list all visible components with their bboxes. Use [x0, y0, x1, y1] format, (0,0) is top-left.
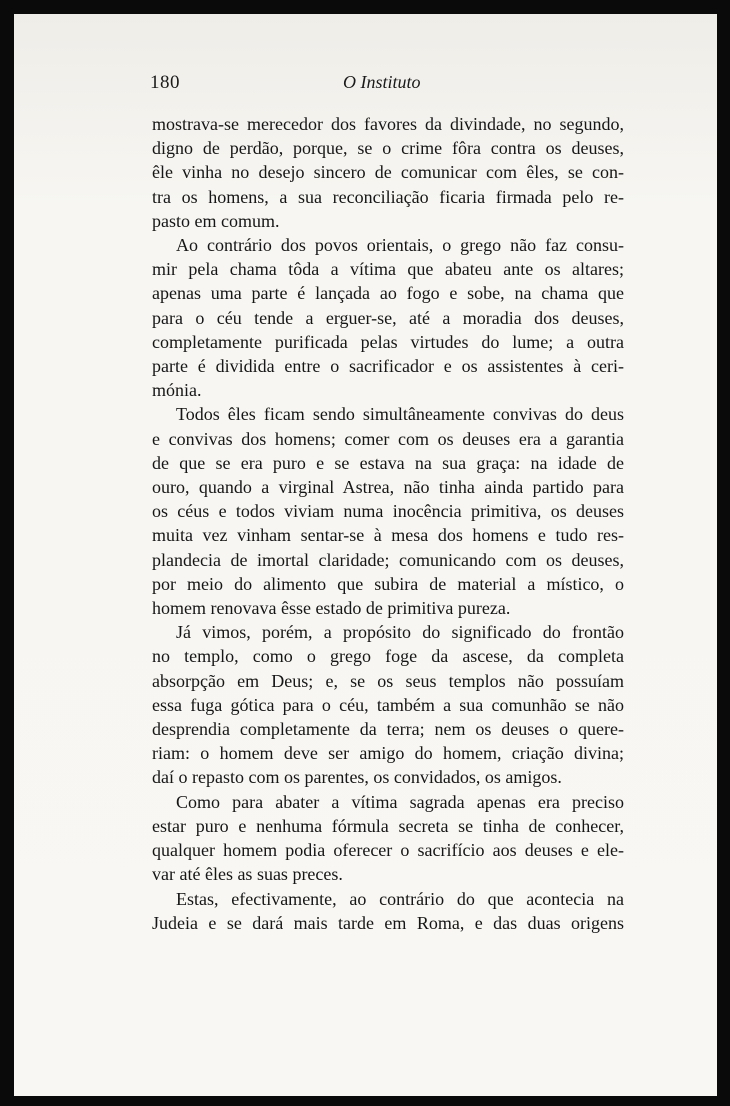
text-line: desprendia completamente da terra; nem os deuses o quere-: [152, 719, 624, 740]
paragraph: [152, 790, 624, 887]
text-line: mostrava-se merecedor dos favores da divindade, no segundo,: [152, 114, 624, 134]
paragraph: [152, 887, 624, 935]
text-line: homem renovava êsse estado de primitiva pureza.: [152, 598, 511, 619]
text-line: tra os homens, a sua reconciliação ficaria firmada pelo re-: [152, 186, 624, 207]
text-line: mir pela chama tôda a vítima que abateu ante os altares;: [152, 259, 624, 280]
text-line: no templo, como o grego foge da ascese, da completa: [152, 646, 624, 667]
running-title: O Instituto: [343, 72, 421, 92]
text-line: Judeia e se dará mais tarde em Roma, e das duas origens: [152, 912, 624, 933]
text-line: parte é dividida entre o sacrificador e os assistentes à ceri-: [152, 356, 624, 377]
text-line: mónia.: [152, 380, 202, 401]
text-line: os céus e todos viviam numa inocência primitiva, os deuses: [152, 501, 624, 522]
paragraph: [152, 112, 624, 233]
text-line: por meio do alimento que subira de material a místico, o: [152, 573, 624, 594]
body-text: [152, 112, 624, 935]
text-line: daí o repasto com os parentes, os convidados, os amigos.: [152, 767, 562, 788]
text-line: plandecia de imortal claridade; comunicando com os deuses,: [152, 549, 624, 570]
text-line: Estas, efectivamente, ao contrário do que acontecia na: [176, 888, 624, 909]
text-line: e convivas dos homens; comer com os deuses era a garantia: [152, 428, 624, 449]
text-line: êle vinha no desejo sincero de comunicar com êles, se con-: [152, 162, 624, 183]
text-line: muita vez vinham sentar-se à mesa dos homens e tudo res-: [152, 525, 624, 546]
text-line: var até êles as suas preces.: [152, 864, 343, 885]
page-header: [0, 72, 730, 96]
text-line: para o céu tende a erguer-se, até a moradia dos deuses,: [152, 307, 624, 328]
text-line: completamente purificada pelas virtudes do lume; a outra: [152, 331, 624, 352]
paragraph: [152, 402, 624, 620]
text-line: apenas uma parte é lançada ao fogo e sobe, na chama que: [152, 283, 624, 304]
text-line: estar puro e nenhuma fórmula secreta se tinha de conhecer,: [152, 815, 624, 836]
text-line: absorpção em Deus; e, se os seus templos não possuíam: [152, 670, 624, 691]
text-line: Todos êles ficam sendo simultâneamente convivas do deus: [176, 404, 624, 425]
text-line: Como para abater a vítima sagrada apenas era preciso: [176, 791, 624, 812]
text-line: essa fuga gótica para o céu, também a sua comunhão se não: [152, 694, 624, 715]
text-line: Já vimos, porém, a propósito do significado do frontão: [176, 622, 624, 643]
page-number: 180: [150, 72, 180, 93]
text-line: de que se era puro e se estava na sua graça: na idade de: [152, 452, 624, 473]
text-line: riam: o homem deve ser amigo do homem, criação divina;: [152, 743, 624, 764]
paragraph: [152, 233, 624, 402]
text-line: qualquer homem podia oferecer o sacrifício aos deuses e ele-: [152, 840, 624, 861]
text-line: Ao contrário dos povos orientais, o grego não faz consu-: [176, 235, 624, 256]
text-line: digno de perdão, porque, se o crime fôra contra os deuses,: [152, 138, 624, 159]
text-line: pasto em comum.: [152, 210, 280, 231]
text-line: ouro, quando a virginal Astrea, não tinha ainda partido para: [152, 477, 624, 498]
paragraph: [152, 620, 624, 789]
